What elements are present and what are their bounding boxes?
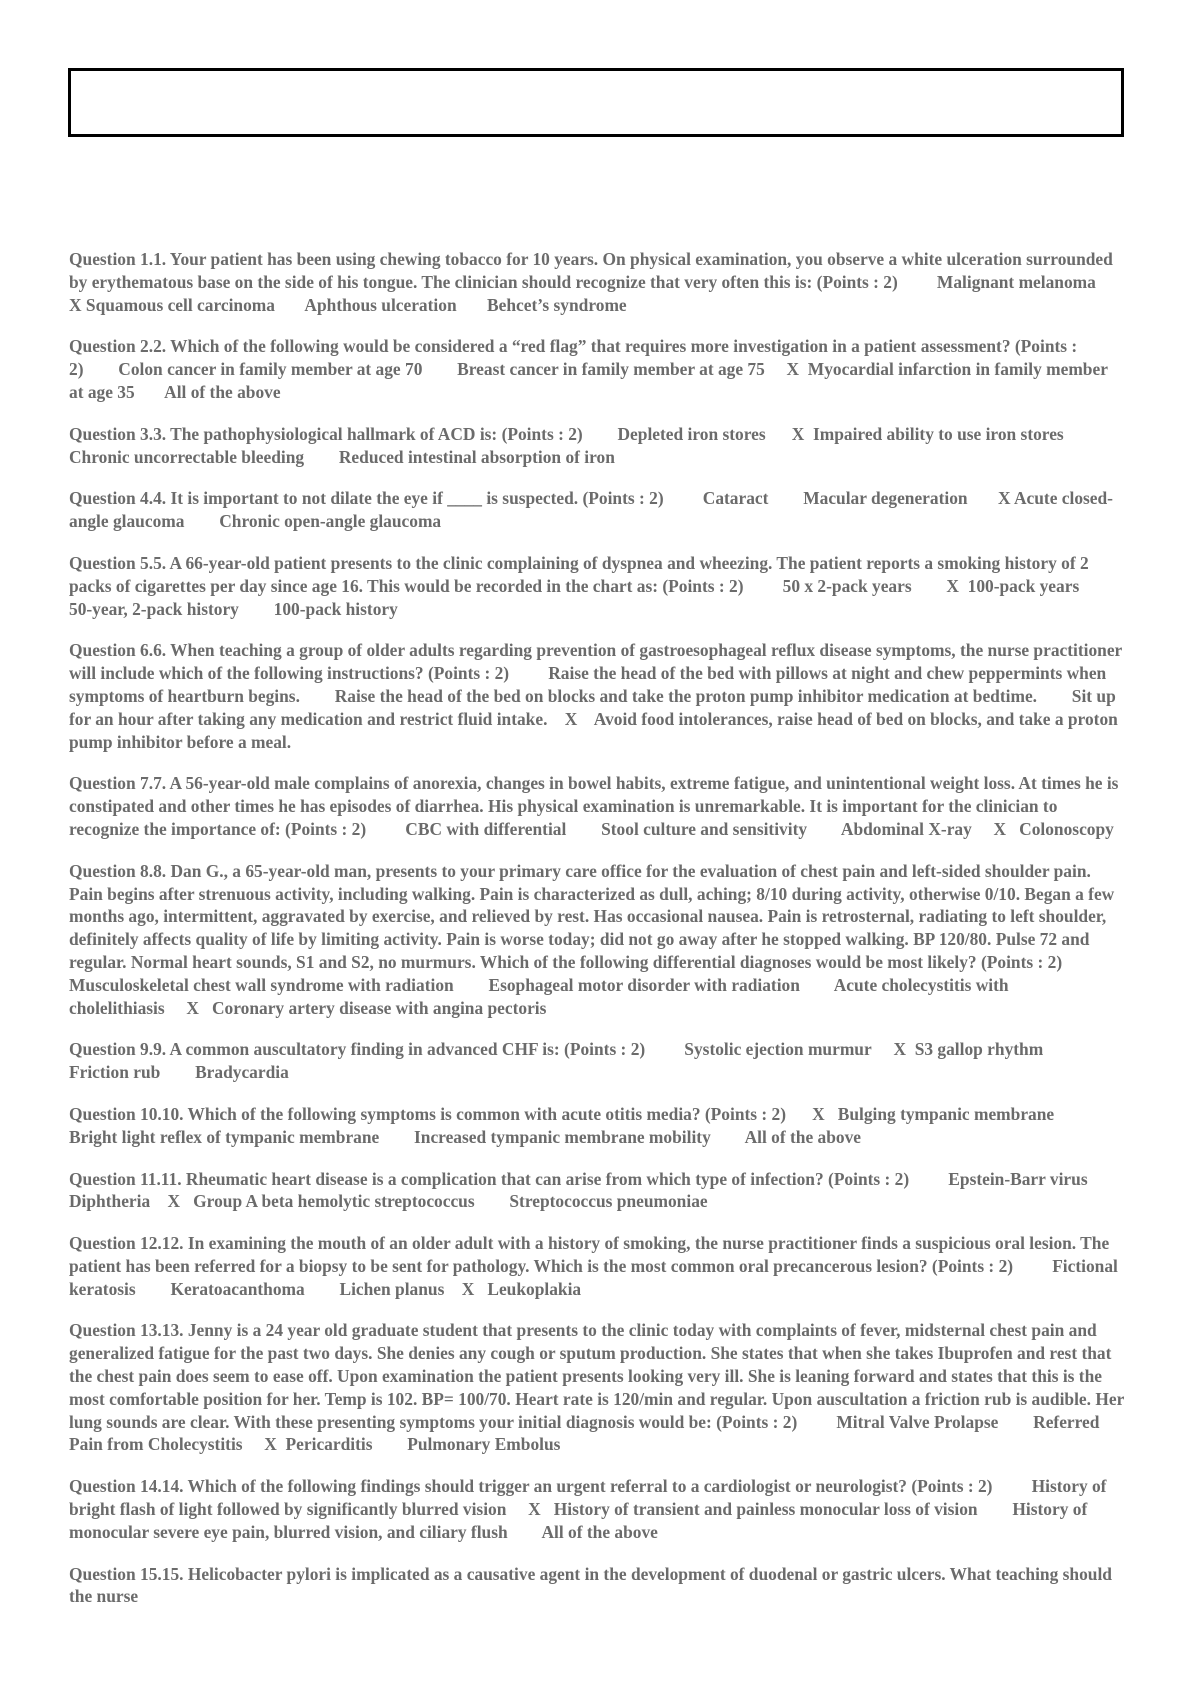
- question-5: Question 5.5. A 66-year-old patient presents to the clinic complaining of dyspnea and wheezing. The patient reports a smoking history of 2 packs of cigarettes per day since age 16. This would be recorded in the chart as: (Points : 2) 50 x 2-pack years X 100-pack years 50-year, 2-pack history 100-pack history: [69, 552, 1110, 619]
- question-list: [69, 248, 1125, 1627]
- question-9: Question 9.9. A common auscultatory finding in advanced CHF is: (Points : 2) Systolic ejection murmur X S3 gallop rhythm Friction rub Bradycardia: [69, 1039, 1074, 1083]
- header-box: [68, 68, 1124, 137]
- question-6: Question 6.6. When teaching a group of older adults regarding prevention of gastroesophageal reflux disease symptoms, the nurse practitioner will include which of the following instructions? (Points : 2) Raise the head of the bed with pillows at night and chew peppermints when symptoms of heartburn begins. Raise the head of the bed on blocks and take the proton pump inhibitor medication at bedtime. Sit up for an hour after taking any medication and restrict fluid intake. X Avoid food intolerances, raise head of bed on blocks, and take a proton pump inhibitor before a meal.: [69, 640, 1122, 752]
- question-7: Question 7.7. A 56-year-old male complains of anorexia, changes in bowel habits, extreme fatigue, and unintentional weight loss. At times he is constipated and other times he has episodes of diarrhea. His physical examination is unremarkable. It is important for the clinician to recognize the importance of: (Points : 2) CBC with differential Stool culture and sensitivity Abdominal X-ray X Colonoscopy: [69, 773, 1119, 839]
- question-1: Question 1.1. Your patient has been using chewing tobacco for 10 years. On physical examination, you observe a white ulceration surrounded by erythematous base on the side of his tongue. The clinician should recognize that very often this is: (Points : 2) Malignant melanoma X Squamous cell carcinoma Aphthous ulceration Behcet’s syndrome: [69, 249, 1122, 315]
- question-14: Question 14.14. Which of the following findings should trigger an urgent referral to a cardiologist or neurologist? (Points : 2) History of bright flash of light followed by significantly blurred vision X History of transient and painless monocular loss of vision History of monocular severe eye pain, blurred vision, and ciliary flush All of the above: [69, 1476, 1107, 1542]
- question-8: Question 8.8. Dan G., a 65-year-old man, presents to your primary care office for the evaluation of chest pain and left-sided shoulder pain. Pain begins after strenuous activity, including walking. Pain is characterized as dull, aching; 8/10 during activity, otherwise 0/10. Began a few months ago, intermittent, aggravated by exercise, and relieved by rest. Has occasional nausea. Pain is retrosternal, radiating to left shoulder, definitely affects quality of life by limiting activity. Pain is worse today; did not go away after he stopped walking. BP 120/80. Pulse 72 and regular. Normal heart sounds, S1 and S2, no murmurs. Which of the following differential diagnoses would be most likely? (Points : 2) Musculoskeletal chest wall syndrome with radiation Esophageal motor disorder with radiation Acute cholecystitis with cholelithiasis X Coronary artery disease with angina pectoris: [69, 860, 1115, 1018]
- question-13: Question 13.13. Jenny is a 24 year old graduate student that presents to the clinic today with complaints of fever, midsternal chest pain and generalized fatigue for the past two days. She denies any cough or sputum production. She states that when she takes Ibuprofen and rest that the chest pain does seem to ease off. Upon examination the patient presents looking very ill. She is leaning forward and states that this is the most comfortable position for her. Temp is 102. BP= 100/70. Heart rate is 120/min and regular. Upon auscultation a friction rub is audible. Her lung sounds are clear. With these presenting symptoms your initial diagnosis would be: (Points : 2) Mitral Valve Prolapse Referred Pain from Cholecystitis X Pericarditis Pulmonary Embolus: [69, 1320, 1124, 1455]
- question-3: Question 3.3. The pathophysiological hallmark of ACD is: (Points : 2) Depleted iron stores X Impaired ability to use iron stores Chronic uncorrectable bleeding Reduced intestinal absorption of iron: [69, 423, 1090, 467]
- question-2: Question 2.2. Which of the following would be considered a “red flag” that requires more investigation in a patient assessment? (Points : 2) Colon cancer in family member at age 70 Breast cancer in family member at age 75 X Myocardial infarction in family member at age 35 All of the above: [69, 336, 1108, 402]
- question-11: Question 11.11. Rheumatic heart disease is a complication that can arise from which type of infection? (Points : 2) Epstein-Barr virus Diphtheria X Group A beta hemolytic streptococcus Streptococcus pneumoniae: [69, 1168, 1119, 1212]
- question-12: Question 12.12. In examining the mouth of an older adult with a history of smoking, the nurse practitioner finds a suspicious oral lesion. The patient has been referred for a biopsy to be sent for pathology. Which is the most common oral precancerous lesion? (Points : 2) Fictional keratosis Keratoacanthoma Lichen planus X Leukoplakia: [69, 1233, 1118, 1299]
- question-10: Question 10.10. Which of the following symptoms is common with acute otitis media? (Points : 2) X Bulging tympanic membrane Bright light reflex of tympanic membrane Increased tympanic membrane mobility All of the above: [69, 1103, 1085, 1147]
- question-4: Question 4.4. It is important to not dilate the eye if ____ is suspected. (Points : 2) Cataract Macular degeneration X Acute closed-angle glaucoma Chronic open-angle glaucoma: [69, 488, 1113, 532]
- question-15: Question 15.15. Helicobacter pylori is implicated as a causative agent in the development of duodenal or gastric ulcers. What teaching should the nurse: [69, 1563, 1112, 1607]
